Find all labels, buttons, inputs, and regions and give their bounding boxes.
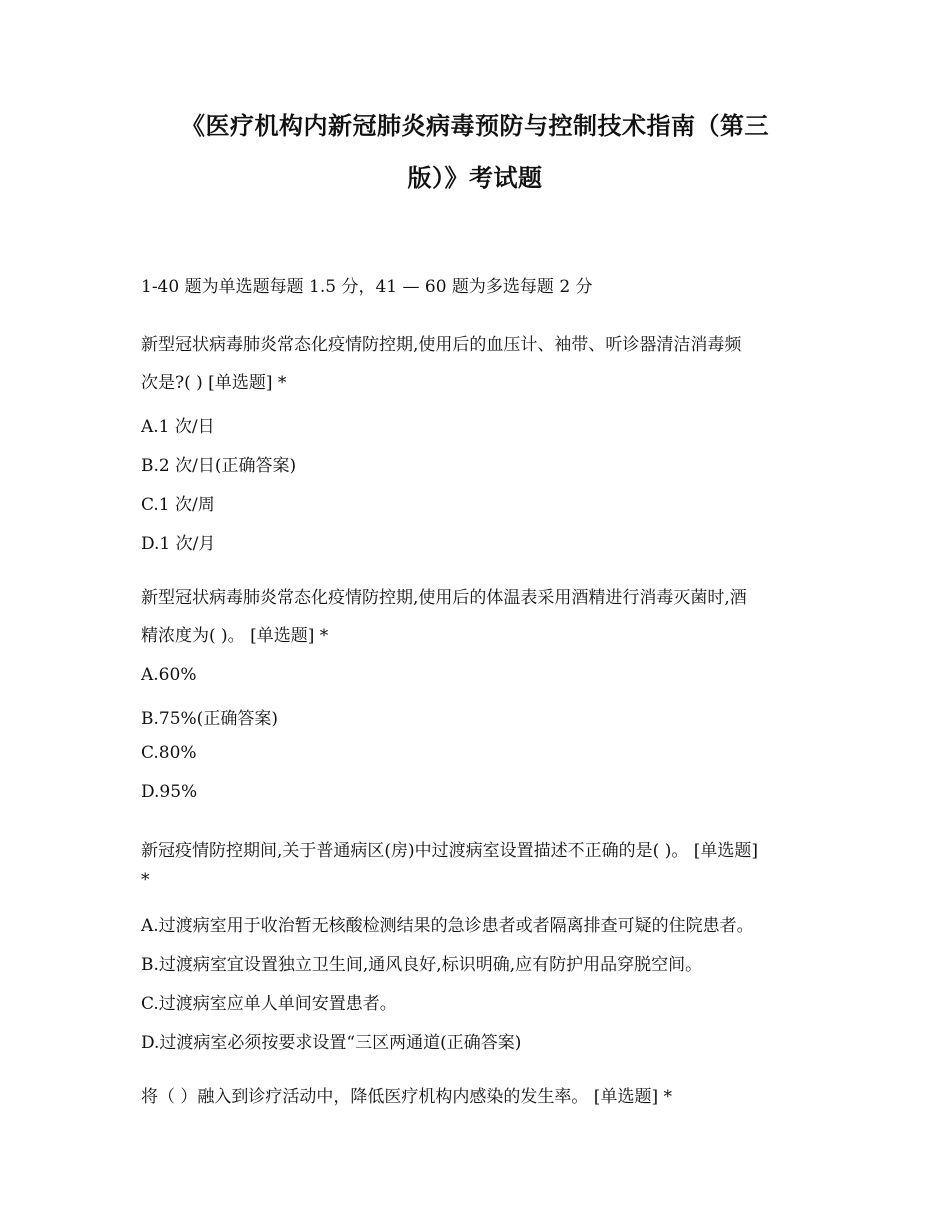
question-2-stem-cont: 精浓度为( )。 [单选题] *: [141, 626, 329, 646]
question-1-stem-cont: 次是?( ) [单选题] *: [141, 373, 287, 393]
question-2-option-b: B.75%(正确答案): [141, 709, 278, 729]
question-3-option-a: A.过渡病室用于收治暂无核酸检测结果的急诊患者或者隔离排查可疑的住院患者。: [141, 916, 754, 936]
document-title-line-1: 《医疗机构内新冠肺炎病毒预防与控制技术指南（第三: [181, 112, 769, 140]
question-3-option-c: C.过渡病室应单人单间安置患者。: [141, 994, 397, 1014]
question-1-option-d: D.1 次/月: [141, 534, 216, 554]
question-1-option-a: A.1 次/日: [141, 417, 215, 437]
question-3-option-b: B.过渡病室宜设置独立卫生间,通风良好,标识明确,应有防护用品穿脱空间。: [141, 955, 703, 975]
exam-instructions: 1-40 题为单选题每题 1.5 分，41 — 60 题为多选每题 2 分: [141, 277, 593, 297]
question-3-option-d: D.过渡病室必须按要求设置“三区两通道(正确答案): [141, 1033, 522, 1053]
question-2-option-c: C.80%: [141, 743, 197, 763]
question-1-option-c: C.1 次/周: [141, 495, 215, 515]
question-1-stem: 新型冠状病毒肺炎常态化疫情防控期,使用后的血压计、袖带、听诊器清洁消毒频: [141, 335, 742, 355]
question-2-option-a: A.60%: [141, 665, 197, 685]
document-title-line-2: 版）》考试题: [407, 164, 543, 192]
question-2-stem: 新型冠状病毒肺炎常态化疫情防控期,使用后的体温表采用酒精进行消毒灭菌时,酒: [141, 588, 747, 608]
question-4-stem: 将（ ）融入到诊疗活动中，降低医疗机构内感染的发生率。 [单选题] *: [141, 1087, 672, 1107]
question-1-option-b: B.2 次/日(正确答案): [141, 456, 297, 476]
question-3-stem-cont: *: [141, 870, 150, 890]
question-3-stem: 新冠疫情防控期间,关于普通病区(房)中过渡病室设置描述不正确的是( )。 [单选题]: [141, 841, 759, 861]
question-2-option-d: D.95%: [141, 782, 198, 802]
